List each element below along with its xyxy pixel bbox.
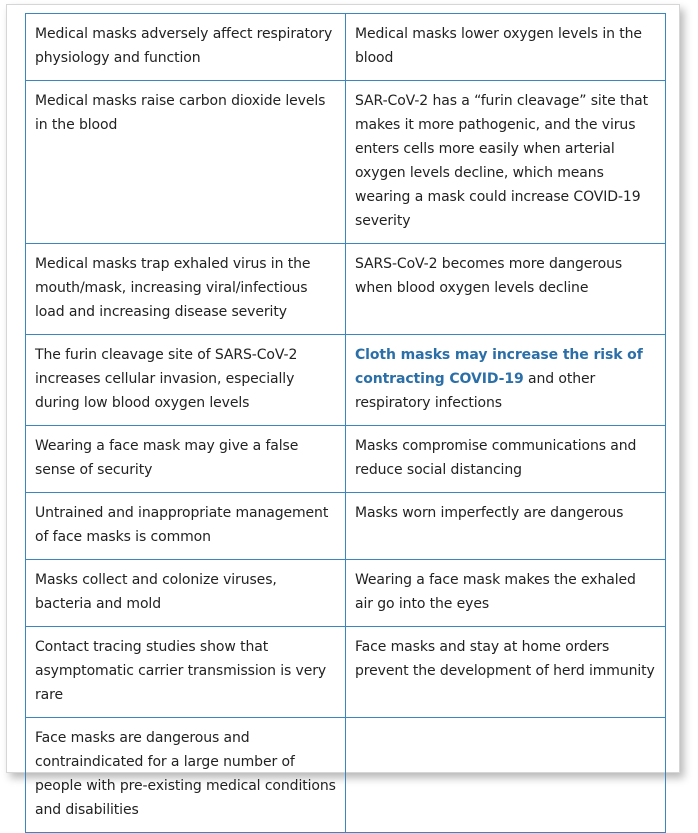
table-cell-right: Medical masks lower oxygen levels in the blood (346, 14, 666, 81)
table-frame (6, 4, 680, 818)
table-cell-right: SARS-CoV-2 becomes more dangerous when blood oxygen levels decline (346, 244, 666, 335)
table-row (26, 335, 666, 426)
table-cell-left: Medical masks raise carbon dioxide levels in the blood (26, 81, 346, 244)
table-row (26, 560, 666, 627)
table-cell-right: Wearing a face mask makes the exhaled air go into the eyes (346, 560, 666, 627)
table-cell-right: Masks compromise communications and reduce social distancing (346, 426, 666, 493)
table-cell-left: Contact tracing studies show that asymptomatic carrier transmission is very rare (26, 627, 346, 718)
table-row (26, 493, 666, 560)
table-cell-right (346, 335, 666, 426)
table-cell-left: Wearing a face mask may give a false sense of security (26, 426, 346, 493)
table-row (26, 718, 666, 833)
cloth-masks-link[interactable]: Cloth masks may increase the risk of contracting COVID-19 (355, 347, 643, 387)
table-cell-text: and other respiratory infections (355, 371, 596, 411)
table-row (26, 14, 666, 81)
table-cell-left: Masks collect and colonize viruses, bacteria and mold (26, 560, 346, 627)
table-row (26, 627, 666, 718)
table-cell-left: Untrained and inappropriate management of face masks is common (26, 493, 346, 560)
table-cell-left: Medical masks trap exhaled virus in the mouth/mask, increasing viral/infectious load and increasing disease severity (26, 244, 346, 335)
table-cell-left: The furin cleavage site of SARS-CoV-2 increases cellular invasion, especially during low blood oxygen levels (26, 335, 346, 426)
mask-claims-table (25, 13, 666, 833)
table-cell-left: Face masks are dangerous and contraindicated for a large number of people with pre-existing medical conditions and disabilities (26, 718, 346, 833)
table-row (26, 244, 666, 335)
table-cell-left: Medical masks adversely affect respiratory physiology and function (26, 14, 346, 81)
table-row (26, 81, 666, 244)
table-cell-right (346, 718, 666, 833)
table-cell-right: Face masks and stay at home orders prevent the development of herd immunity (346, 627, 666, 718)
table-cell-right: SAR-CoV-2 has a “furin cleavage” site that makes it more pathogenic, and the virus enters cells more easily when arterial oxygen levels decline, which means wearing a mask could increase COVID-19 severity (346, 81, 666, 244)
table-cell-right: Masks worn imperfectly are dangerous (346, 493, 666, 560)
table-row (26, 426, 666, 493)
